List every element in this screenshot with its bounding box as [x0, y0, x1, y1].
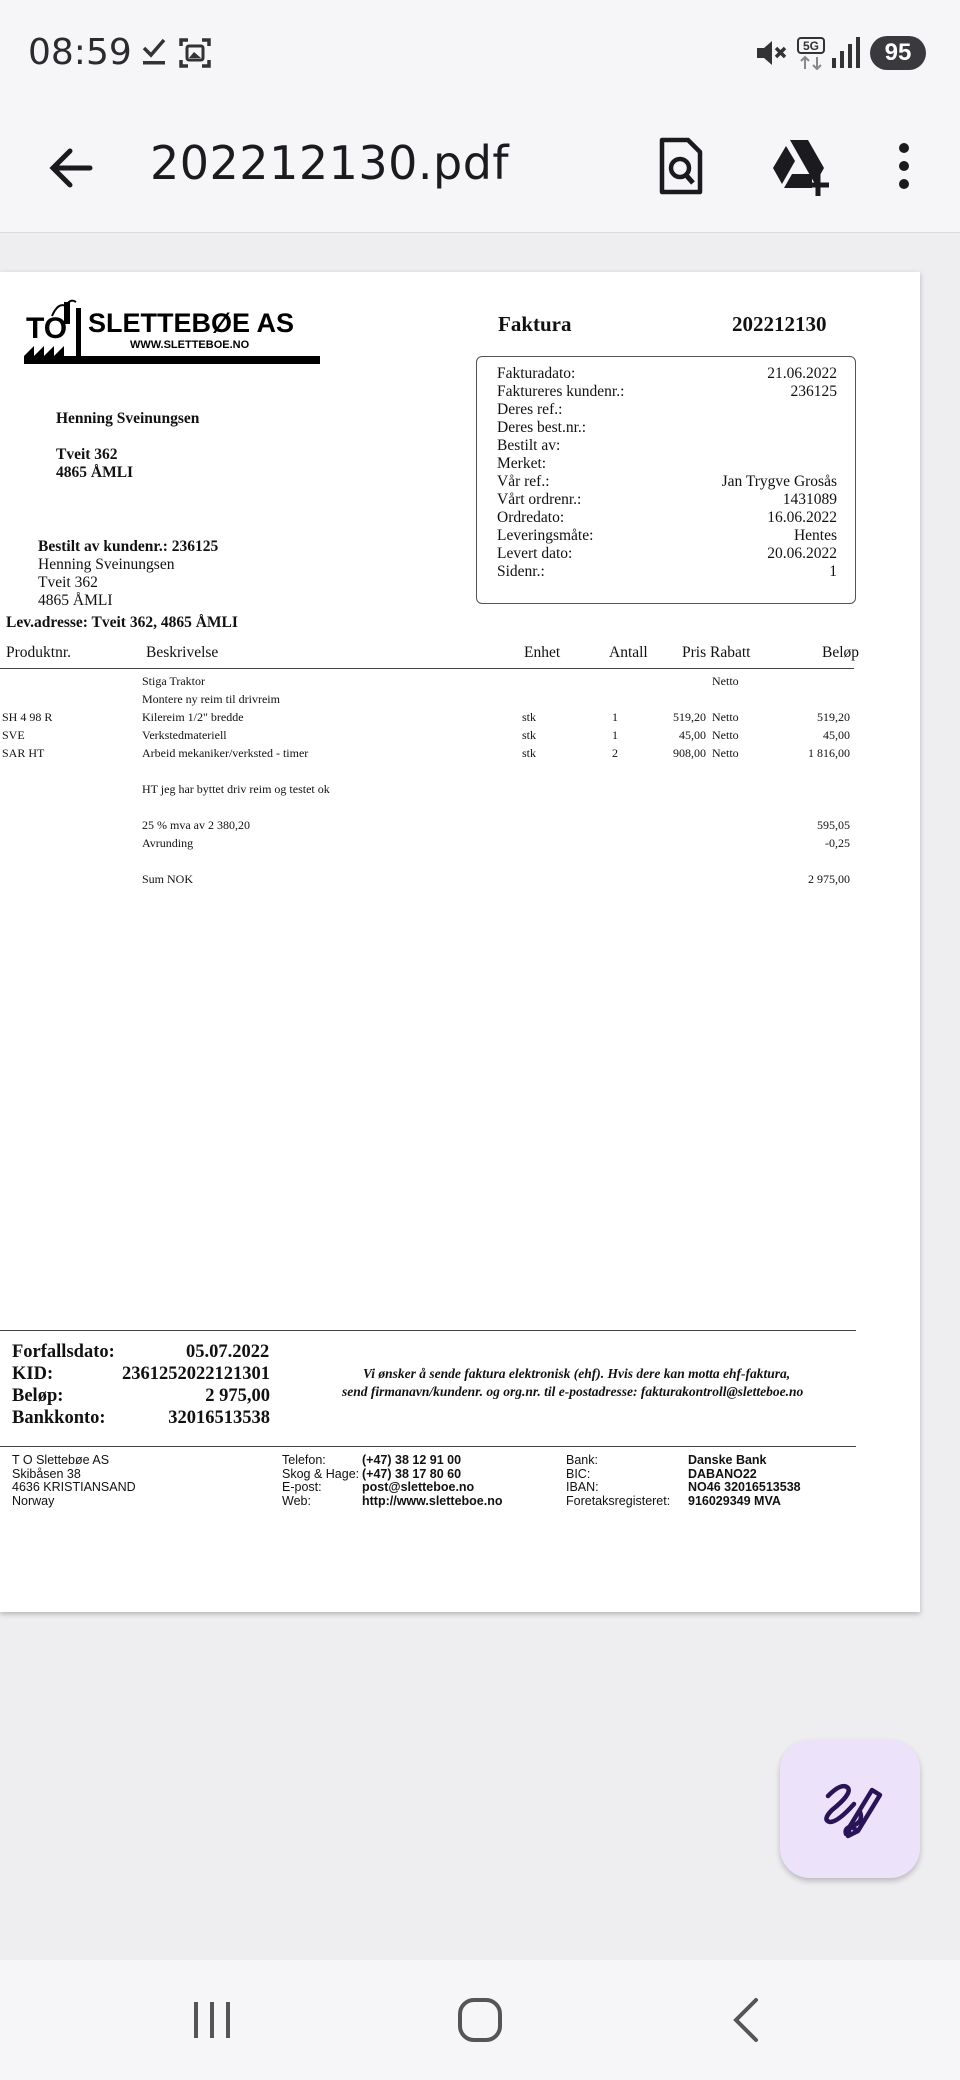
footer-address-line: Norway [12, 1493, 55, 1508]
amount-due-label: Beløp: [12, 1386, 64, 1406]
detail-label: Levert dato: [497, 545, 573, 562]
detail-value: 1 [829, 563, 837, 580]
row-qty: 2 [612, 746, 618, 760]
screenshot-icon [178, 36, 212, 70]
status-time: 08:59 [28, 32, 132, 73]
row-product: SVE [2, 728, 25, 742]
document-type-title: Faktura [498, 312, 572, 336]
detail-label: Ordredato: [497, 509, 565, 526]
detail-label: Fakturadato: [497, 365, 576, 382]
detail-row [497, 437, 837, 455]
col-header-unit: Enhet [524, 644, 561, 661]
footer-bank-name: Danske Bank [688, 1453, 767, 1467]
detail-value: 16.06.2022 [767, 509, 837, 526]
row-price: 519,20 [673, 710, 706, 724]
battery-indicator: 95 [870, 36, 926, 70]
detail-value: 1431089 [782, 491, 837, 508]
invoice-details-box [476, 356, 856, 604]
vat-label: 25 % mva av 2 380,20 [142, 818, 250, 832]
detail-label: Vårt ordrenr.: [497, 491, 582, 508]
footer-contact-labels [282, 1454, 359, 1508]
col-header-price: Pris [682, 644, 707, 661]
due-date-label: Forfallsdato: [12, 1342, 115, 1362]
footer-bank-label: Bank: [566, 1453, 598, 1467]
svg-text:5G: 5G [802, 39, 820, 53]
recent-apps-icon[interactable] [180, 1988, 244, 2052]
rounding-amount: -0,25 [825, 836, 850, 850]
detail-value: 20.06.2022 [767, 545, 837, 562]
annotate-fab[interactable] [780, 1740, 920, 1878]
rounding-label: Avrunding [142, 836, 194, 850]
pen-draw-icon [780, 1740, 920, 1878]
home-icon[interactable] [448, 1988, 512, 2052]
col-header-description: Beskrivelse [146, 644, 219, 661]
detail-row [497, 545, 837, 563]
svg-text:WWW.SLETTEBOE.NO: WWW.SLETTEBOE.NO [130, 339, 250, 351]
footer-bank-label: BIC: [566, 1466, 591, 1481]
app-bar [0, 104, 960, 233]
detail-label: Faktureres kundenr.: [497, 383, 625, 400]
delivery-address: Lev.adresse: Tveit 362, 4865 ÅMLI [6, 614, 238, 631]
customer-postal: 4865 ÅMLI [56, 464, 134, 481]
footer-bank-label: Foretaksregisteret: [566, 1493, 671, 1508]
amount-due-value: 2 975,00 [205, 1386, 270, 1406]
row-unit: stk [522, 728, 537, 742]
pdf-page[interactable] [0, 272, 920, 1612]
row-description: Montere ny reim til drivreim [142, 692, 280, 706]
due-date-value: 05.07.2022 [186, 1342, 270, 1362]
detail-row [497, 563, 837, 581]
row-unit: stk [522, 746, 537, 760]
row-price: 908,00 [673, 746, 706, 760]
detail-row [497, 509, 837, 527]
footer-phone-garden: (+47) 38 17 80 60 [362, 1466, 462, 1481]
row-description: Kilereim 1/2" bredde [142, 710, 244, 724]
row-qty: 1 [612, 710, 618, 724]
save-to-drive-icon[interactable] [768, 134, 832, 198]
detail-label: Deres best.nr.: [497, 419, 587, 436]
bank-account-value: 32016513538 [168, 1408, 270, 1428]
find-in-document-icon[interactable] [648, 134, 712, 198]
footer-phone: (+47) 38 12 91 00 [362, 1453, 462, 1467]
status-bar [0, 0, 960, 104]
ehf-notice-line-1: Vi ønsker å sende faktura elektronisk (ehf). Hvis dere kan motta ehf-faktura, [363, 1366, 791, 1381]
detail-row [497, 419, 837, 437]
detail-value: 21.06.2022 [767, 365, 837, 382]
svg-text:TO: TO [26, 312, 68, 345]
vat-amount: 595,05 [817, 818, 850, 832]
row-amount: 1 816,00 [808, 746, 850, 760]
col-header-product: Produktnr. [6, 644, 72, 661]
footer-contact-label: Skog & Hage: [282, 1466, 360, 1481]
invoice-number: 202212130 [732, 312, 827, 336]
row-price: 45,00 [679, 728, 706, 742]
sum-label: Sum NOK [142, 872, 194, 886]
detail-label: Deres ref.: [497, 401, 563, 418]
detail-row [497, 491, 837, 509]
ordered-by-heading: Bestilt av kundenr.: 236125 [38, 538, 219, 555]
detail-row [497, 383, 837, 401]
network-5g-icon [796, 36, 826, 70]
row-amount: 519,20 [817, 710, 850, 724]
row-unit: stk [522, 710, 537, 724]
col-header-amount: Beløp [822, 644, 860, 661]
detail-value: Hentes [793, 527, 837, 544]
detail-label: Sidenr.: [497, 563, 545, 580]
svg-text:SLETTEBØE AS: SLETTEBØE AS [88, 308, 295, 338]
row-description: Stiga Traktor [142, 674, 206, 688]
detail-row [497, 401, 837, 419]
row-discount: Netto [712, 746, 739, 760]
detail-label: Merket: [497, 455, 547, 472]
customer-name: Henning Sveinungsen [56, 410, 200, 427]
detail-row [497, 527, 837, 545]
kid-label: KID: [12, 1364, 54, 1384]
row-discount: Netto [712, 674, 739, 688]
footer-contact-label: Telefon: [282, 1453, 326, 1467]
ehf-notice-line-2: send firmanavn/kundenr. og org.nr. til e-postadresse: fakturakontroll@sletteboe.no [342, 1384, 804, 1399]
row-discount: Netto [712, 710, 739, 724]
ordered-by-postal: 4865 ÅMLI [38, 592, 113, 609]
detail-label: Bestilt av: [497, 437, 561, 454]
invoice-note: HT jeg har byttet driv reim og testet ok [142, 782, 330, 796]
back-nav-icon[interactable] [716, 1988, 780, 2052]
footer-email: post@sletteboe.no [362, 1480, 475, 1494]
footer-bank-labels [566, 1454, 670, 1508]
footer-web: http://www.sletteboe.no [362, 1493, 503, 1508]
footer-bank-values [688, 1454, 801, 1508]
ordered-by-name: Henning Sveinungsen [38, 556, 175, 573]
detail-row [497, 473, 837, 491]
footer-contact-values [362, 1454, 503, 1508]
footer-bic: DABANO22 [688, 1466, 757, 1481]
customer-street: Tveit 362 [56, 446, 118, 463]
detail-row [497, 455, 837, 473]
kid-value: 2361252022121301 [122, 1364, 270, 1384]
row-description: Verkstedmateriell [142, 728, 227, 742]
detail-value: 236125 [790, 383, 837, 400]
payment-top-divider [0, 1330, 856, 1331]
detail-label: Vår ref.: [497, 473, 550, 490]
footer-divider [0, 1446, 856, 1447]
back-arrow-icon[interactable] [44, 140, 100, 196]
footer-address [12, 1454, 136, 1508]
company-logo [24, 294, 322, 364]
footer-iban: NO46 32016513538 [688, 1480, 801, 1494]
row-product: SAR HT [2, 746, 45, 760]
row-discount: Netto [712, 728, 739, 742]
file-name-title: 202212130.pdf [150, 136, 510, 190]
footer-contact-label: Web: [282, 1493, 311, 1508]
bank-account-label: Bankkonto: [12, 1408, 106, 1428]
row-product: SH 4 98 R [2, 710, 53, 724]
detail-value: Jan Trygve Grosås [721, 473, 837, 490]
ordered-by-street: Tveit 362 [38, 574, 98, 591]
footer-address-line: T O Slettebøe AS [12, 1453, 110, 1467]
footer-bank-label: IBAN: [566, 1480, 599, 1494]
footer-contact-label: E-post: [282, 1480, 322, 1494]
download-done-icon [140, 36, 168, 66]
row-qty: 1 [612, 728, 618, 742]
row-amount: 45,00 [823, 728, 850, 742]
sum-amount: 2 975,00 [808, 872, 850, 886]
system-nav-bar [0, 1960, 960, 2080]
row-description: Arbeid mekaniker/verksted - timer [142, 746, 309, 760]
signal-icon [830, 36, 860, 70]
table-header-divider [0, 668, 854, 669]
footer-address-line: Skibåsen 38 [12, 1466, 81, 1481]
detail-label: Leveringsmåte: [497, 527, 594, 544]
more-options-icon[interactable] [872, 134, 936, 198]
mute-icon [754, 36, 788, 70]
detail-row [497, 365, 837, 383]
col-header-discount: Rabatt [710, 644, 751, 661]
footer-address-line: 4636 KRISTIANSAND [12, 1480, 136, 1494]
col-header-qty: Antall [609, 644, 648, 661]
footer-org-number: 916029349 MVA [688, 1493, 781, 1508]
